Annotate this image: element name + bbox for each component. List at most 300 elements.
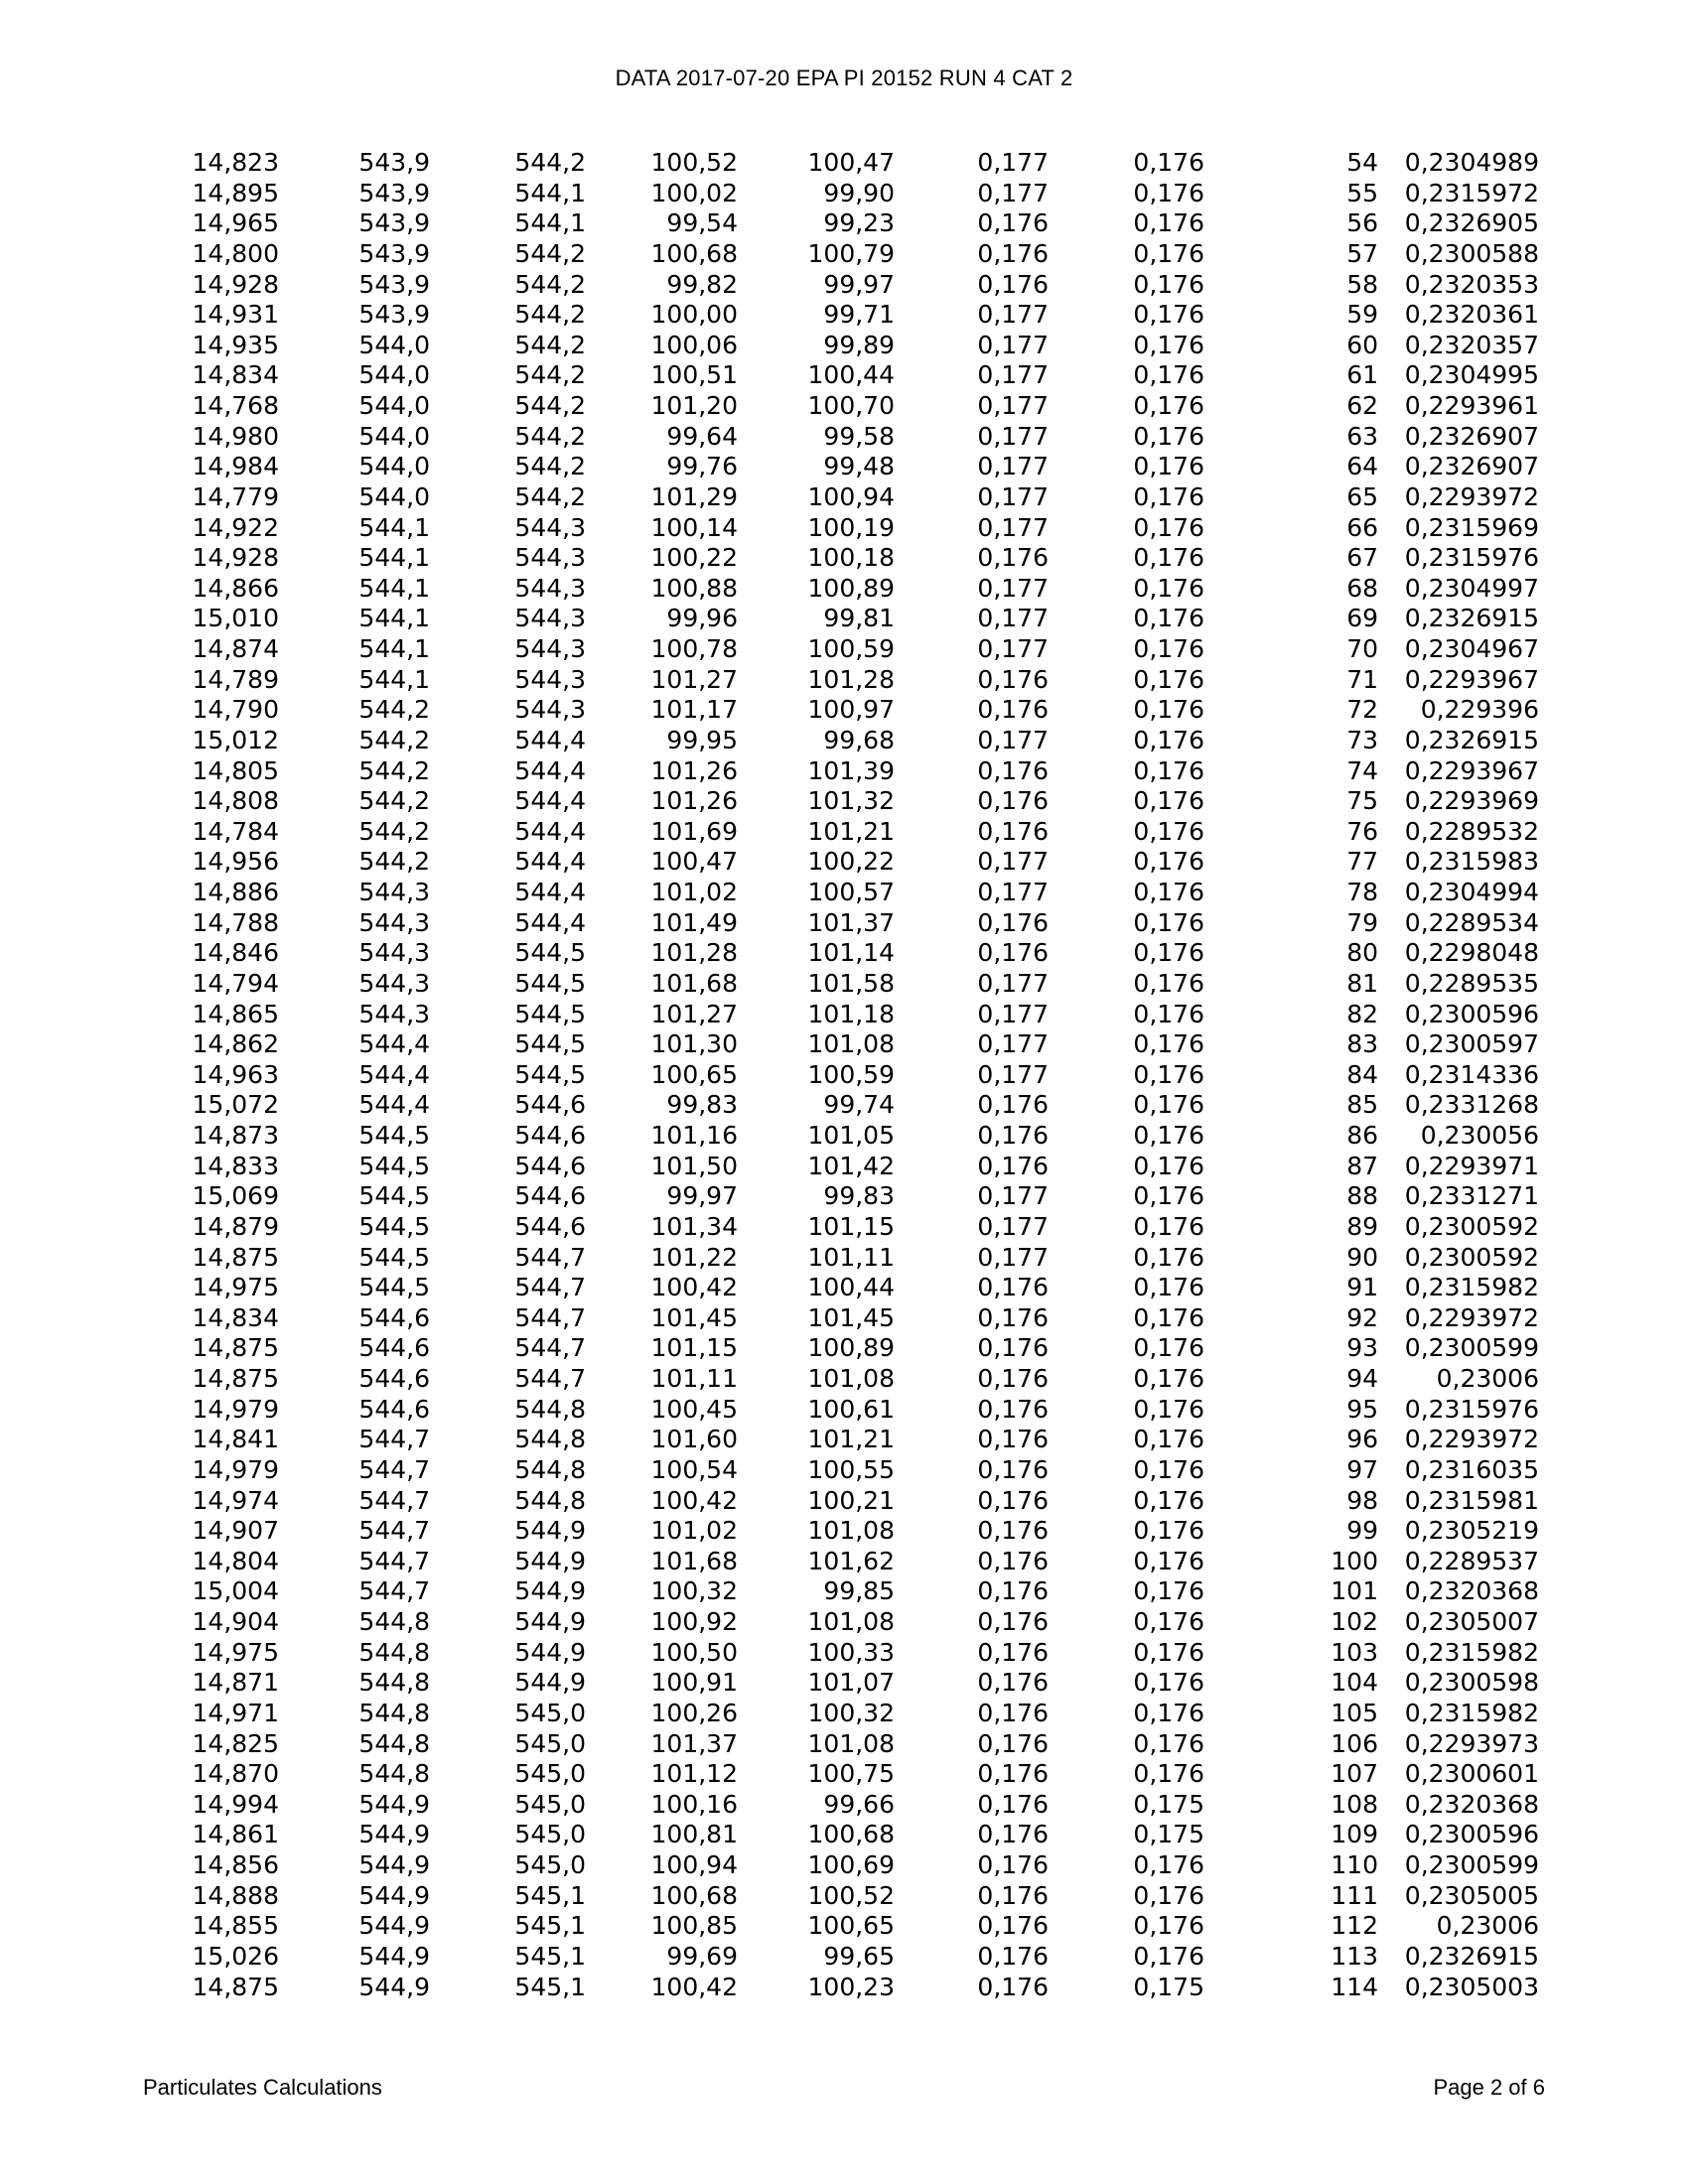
table-cell: 109 — [1331, 1820, 1378, 1849]
table-cell: 0,2320353 — [1404, 269, 1539, 299]
table-cell: 63 — [1346, 421, 1378, 451]
table-cell: 544,5 — [358, 1211, 430, 1241]
table-cell: 0,176 — [977, 1576, 1049, 1606]
table-cell: 100,89 — [807, 1333, 895, 1363]
table-cell: 0,176 — [977, 938, 1049, 968]
table-cell: 544,3 — [514, 543, 586, 573]
table-cell: 111 — [1331, 1880, 1378, 1910]
table-cell: 14,862 — [192, 1029, 279, 1059]
table-cell: 14,808 — [192, 786, 279, 816]
table-cell: 0,176 — [977, 1090, 1049, 1120]
table-cell: 0,176 — [1133, 481, 1204, 511]
table-cell: 544,4 — [358, 1090, 430, 1120]
table-cell: 0,176 — [977, 1425, 1049, 1454]
table-cell: 14,874 — [192, 634, 279, 663]
table-cell: 0,177 — [977, 999, 1049, 1028]
table-cell: 0,176 — [1133, 1181, 1204, 1211]
table-cell: 0,176 — [1133, 1516, 1204, 1546]
table-cell: 14,895 — [192, 178, 279, 207]
table-cell: 0,2289532 — [1404, 816, 1539, 846]
table-cell: 544,8 — [358, 1698, 430, 1727]
table-cell: 0,2331268 — [1404, 1090, 1539, 1120]
table-cell: 14,794 — [192, 968, 279, 998]
table-row — [149, 270, 1539, 301]
table-cell: 0,176 — [1133, 695, 1204, 725]
table-cell: 99,68 — [823, 725, 895, 754]
table-cell: 85 — [1346, 1090, 1378, 1120]
table-cell: 0,2316035 — [1404, 1454, 1539, 1484]
table-cell: 14,980 — [192, 421, 279, 451]
table-cell: 544,4 — [514, 725, 586, 754]
table-cell: 99,58 — [823, 421, 895, 451]
table-cell: 14,825 — [192, 1728, 279, 1758]
table-cell: 100,61 — [807, 1394, 895, 1424]
table-cell: 95 — [1346, 1394, 1378, 1424]
table-row — [149, 1516, 1539, 1547]
table-cell: 544,2 — [514, 269, 586, 299]
table-cell: 0,176 — [1133, 512, 1204, 542]
table-cell: 101,29 — [650, 481, 738, 511]
table-row — [149, 208, 1539, 239]
table-cell: 544,6 — [358, 1364, 430, 1393]
table-cell: 0,176 — [1133, 1121, 1204, 1150]
table-cell: 545,0 — [514, 1759, 586, 1789]
table-cell: 0,23006 — [1436, 1911, 1539, 1941]
table-cell: 0,176 — [977, 1911, 1049, 1941]
table-cell: 100,54 — [650, 1454, 738, 1484]
table-cell: 14,979 — [192, 1454, 279, 1484]
table-cell: 0,176 — [1133, 1151, 1204, 1180]
table-row — [149, 239, 1539, 270]
table-cell: 14,789 — [192, 664, 279, 694]
table-cell: 0,176 — [1133, 907, 1204, 937]
table-cell: 544,9 — [358, 1911, 430, 1941]
table-row — [149, 726, 1539, 756]
table-cell: 15,004 — [192, 1576, 279, 1606]
table-cell: 545,0 — [514, 1850, 586, 1879]
table-cell: 14,971 — [192, 1698, 279, 1727]
table-cell: 0,2331271 — [1404, 1181, 1539, 1211]
table-cell: 0,176 — [1133, 1211, 1204, 1241]
table-cell: 101,42 — [807, 1151, 895, 1180]
table-cell: 60 — [1346, 330, 1378, 359]
table-cell: 101,62 — [807, 1546, 895, 1575]
table-cell: 544,6 — [514, 1151, 586, 1180]
table-cell: 0,2326905 — [1404, 208, 1539, 238]
table-cell: 14,865 — [192, 999, 279, 1028]
table-cell: 0,177 — [977, 1181, 1049, 1211]
table-cell: 0,177 — [977, 1242, 1049, 1272]
table-cell: 0,177 — [977, 634, 1049, 663]
table-row — [149, 1759, 1539, 1790]
table-cell: 82 — [1346, 999, 1378, 1028]
table-row — [149, 360, 1539, 391]
table-cell: 544,3 — [514, 634, 586, 663]
table-cell: 544,0 — [358, 330, 430, 359]
table-cell: 0,176 — [1133, 1394, 1204, 1424]
table-cell: 544,9 — [358, 1941, 430, 1971]
table-cell: 14,886 — [192, 878, 279, 906]
table-cell: 0,2304995 — [1404, 360, 1539, 390]
table-cell: 99,89 — [823, 330, 895, 359]
table-cell: 14,846 — [192, 938, 279, 968]
table-cell: 544,5 — [358, 1273, 430, 1302]
table-cell: 98 — [1346, 1485, 1378, 1515]
table-cell: 101,11 — [807, 1242, 895, 1272]
table-cell: 88 — [1346, 1181, 1378, 1211]
table-row — [149, 1820, 1539, 1850]
table-cell: 100,32 — [650, 1576, 738, 1606]
table-cell: 0,2300588 — [1404, 238, 1539, 268]
table-cell: 58 — [1346, 269, 1378, 299]
table-cell: 0,2315983 — [1404, 847, 1539, 877]
table-cell: 101,17 — [650, 695, 738, 725]
table-cell: 0,176 — [1133, 421, 1204, 451]
table-cell: 544,9 — [514, 1516, 586, 1546]
table-cell: 15,010 — [192, 604, 279, 633]
table-cell: 0,176 — [977, 1728, 1049, 1758]
table-row — [149, 695, 1539, 726]
table-cell: 544,0 — [358, 421, 430, 451]
table-cell: 0,177 — [977, 421, 1049, 451]
table-cell: 545,1 — [514, 1972, 586, 2001]
table-cell: 544,2 — [514, 148, 586, 177]
table-cell: 101,02 — [650, 878, 738, 906]
table-cell: 87 — [1346, 1151, 1378, 1180]
table-cell: 544,4 — [514, 786, 586, 816]
table-cell: 99,96 — [666, 604, 738, 633]
table-cell: 0,176 — [977, 1151, 1049, 1180]
table-cell: 15,026 — [192, 1941, 279, 1971]
table-cell: 544,1 — [358, 664, 430, 694]
table-cell: 0,176 — [1133, 999, 1204, 1028]
table-cell: 14,871 — [192, 1668, 279, 1698]
table-cell: 100,33 — [807, 1637, 895, 1667]
table-cell: 0,2315982 — [1404, 1637, 1539, 1667]
table-cell: 544,7 — [514, 1273, 586, 1302]
table-cell: 0,176 — [1133, 878, 1204, 906]
table-cell: 100,19 — [807, 512, 895, 542]
table-cell: 101,20 — [650, 391, 738, 420]
table-cell: 108 — [1331, 1789, 1378, 1819]
table-cell: 102 — [1331, 1607, 1378, 1636]
table-cell: 544,3 — [358, 907, 430, 937]
table-cell: 101,68 — [650, 1546, 738, 1575]
table-cell: 0,176 — [1133, 725, 1204, 754]
table-cell: 544,5 — [358, 1242, 430, 1272]
table-cell: 84 — [1346, 1059, 1378, 1089]
table-cell: 100,75 — [807, 1759, 895, 1789]
table-cell: 57 — [1346, 238, 1378, 268]
table-cell: 0,2304997 — [1404, 573, 1539, 603]
table-cell: 544,4 — [358, 1029, 430, 1059]
table-cell: 544,6 — [358, 1302, 430, 1332]
table-cell: 544,7 — [358, 1454, 430, 1484]
table-cell: 0,177 — [977, 481, 1049, 511]
table-cell: 0,175 — [1133, 1972, 1204, 2001]
table-cell: 0,176 — [977, 1485, 1049, 1515]
table-cell: 103 — [1331, 1637, 1378, 1667]
table-cell: 14,833 — [192, 1151, 279, 1180]
table-cell: 101,22 — [650, 1242, 738, 1272]
table-cell: 0,175 — [1133, 1820, 1204, 1849]
table-cell: 0,176 — [1133, 1485, 1204, 1515]
table-cell: 14,804 — [192, 1546, 279, 1575]
data-table — [149, 148, 1539, 2002]
table-cell: 0,177 — [977, 178, 1049, 207]
table-cell: 99,48 — [823, 452, 895, 481]
table-cell: 100,47 — [807, 148, 895, 177]
table-cell: 96 — [1346, 1425, 1378, 1454]
table-cell: 544,3 — [514, 664, 586, 694]
table-cell: 14,904 — [192, 1607, 279, 1636]
table-cell: 100,68 — [650, 1880, 738, 1910]
table-cell: 100,18 — [807, 543, 895, 573]
table-row — [149, 1181, 1539, 1212]
table-row — [149, 1333, 1539, 1364]
table-cell: 544,8 — [514, 1485, 586, 1515]
table-cell: 100,47 — [650, 847, 738, 877]
table-cell: 71 — [1346, 664, 1378, 694]
table-cell: 0,177 — [977, 391, 1049, 420]
table-row — [149, 1790, 1539, 1821]
table-cell: 14,875 — [192, 1242, 279, 1272]
table-cell: 14,975 — [192, 1273, 279, 1302]
table-cell: 545,0 — [514, 1698, 586, 1727]
table-row — [149, 1425, 1539, 1455]
table-cell: 0,2300599 — [1404, 1333, 1539, 1363]
table-cell: 0,176 — [1133, 634, 1204, 663]
table-cell: 99,97 — [823, 269, 895, 299]
table-cell: 544,0 — [358, 481, 430, 511]
table-row — [149, 452, 1539, 482]
table-cell: 100,97 — [807, 695, 895, 725]
table-cell: 0,176 — [977, 1364, 1049, 1393]
table-cell: 100,88 — [650, 573, 738, 603]
table-cell: 14,935 — [192, 330, 279, 359]
table-cell: 0,2315969 — [1404, 512, 1539, 542]
table-cell: 0,2314336 — [1404, 1059, 1539, 1089]
table-cell: 100,65 — [650, 1059, 738, 1089]
table-cell: 69 — [1346, 604, 1378, 633]
table-cell: 0,176 — [977, 1668, 1049, 1698]
table-cell: 99,97 — [666, 1181, 738, 1211]
table-cell: 78 — [1346, 878, 1378, 906]
table-cell: 72 — [1346, 695, 1378, 725]
table-cell: 100,00 — [650, 300, 738, 330]
table-cell: 0,177 — [977, 148, 1049, 177]
table-row — [149, 1486, 1539, 1517]
table-row — [149, 513, 1539, 544]
table-cell: 101,08 — [807, 1029, 895, 1059]
table-cell: 544,7 — [358, 1546, 430, 1575]
table-cell: 0,176 — [977, 664, 1049, 694]
table-cell: 543,9 — [358, 269, 430, 299]
table-cell: 100,59 — [807, 634, 895, 663]
table-cell: 0,2293971 — [1404, 1151, 1539, 1180]
table-cell: 65 — [1346, 481, 1378, 511]
table-cell: 544,9 — [514, 1576, 586, 1606]
table-cell: 544,1 — [358, 634, 430, 663]
table-cell: 100,44 — [807, 360, 895, 390]
table-cell: 0,176 — [1133, 1425, 1204, 1454]
table-cell: 0,177 — [977, 847, 1049, 877]
table-cell: 544,8 — [358, 1607, 430, 1636]
table-cell: 0,176 — [977, 1972, 1049, 2001]
table-cell: 0,177 — [977, 512, 1049, 542]
table-row — [149, 482, 1539, 513]
table-cell: 0,2293972 — [1404, 1425, 1539, 1454]
table-cell: 544,0 — [358, 452, 430, 481]
table-cell: 67 — [1346, 543, 1378, 573]
table-cell: 101,49 — [650, 907, 738, 937]
table-cell: 0,2315976 — [1404, 543, 1539, 573]
table-cell: 544,0 — [358, 360, 430, 390]
table-cell: 14,931 — [192, 300, 279, 330]
table-cell: 100,22 — [650, 543, 738, 573]
table-cell: 0,176 — [977, 1850, 1049, 1879]
table-cell: 544,7 — [358, 1425, 430, 1454]
table-cell: 100,65 — [807, 1911, 895, 1941]
table-cell: 15,069 — [192, 1181, 279, 1211]
table-cell: 0,176 — [1133, 1242, 1204, 1272]
table-cell: 0,2293967 — [1404, 664, 1539, 694]
table-cell: 14,873 — [192, 1121, 279, 1150]
table-cell: 101,27 — [650, 999, 738, 1028]
table-cell: 54 — [1346, 148, 1378, 177]
table-cell: 100,45 — [650, 1394, 738, 1424]
table-row — [149, 1090, 1539, 1121]
table-cell: 544,9 — [358, 1850, 430, 1879]
table-cell: 0,2300596 — [1404, 999, 1539, 1028]
table-cell: 112 — [1331, 1911, 1378, 1941]
table-cell: 14,784 — [192, 816, 279, 846]
table-cell: 99,76 — [666, 452, 738, 481]
table-cell: 14,779 — [192, 481, 279, 511]
table-cell: 74 — [1346, 755, 1378, 785]
table-cell: 0,2315976 — [1404, 1394, 1539, 1424]
table-cell: 14,965 — [192, 208, 279, 238]
table-cell: 0,176 — [977, 1516, 1049, 1546]
table-cell: 100,55 — [807, 1454, 895, 1484]
table-cell: 99,90 — [823, 178, 895, 207]
table-cell: 545,0 — [514, 1789, 586, 1819]
table-cell: 101,68 — [650, 968, 738, 998]
table-cell: 0,176 — [1133, 1911, 1204, 1941]
table-cell: 99,74 — [823, 1090, 895, 1120]
page-number: Page 2 of 6 — [1433, 2075, 1545, 2100]
table-cell: 544,2 — [358, 695, 430, 725]
table-cell: 544,8 — [358, 1637, 430, 1667]
table-cell: 100,42 — [650, 1485, 738, 1515]
table-cell: 0,176 — [1133, 1364, 1204, 1393]
table-cell: 0,176 — [1133, 1759, 1204, 1789]
table-cell: 0,177 — [977, 452, 1049, 481]
table-cell: 0,176 — [977, 1880, 1049, 1910]
table-row — [149, 148, 1539, 179]
table-cell: 544,7 — [514, 1364, 586, 1393]
table-cell: 544,9 — [358, 1789, 430, 1819]
table-cell: 0,176 — [1133, 816, 1204, 846]
table-row — [149, 1364, 1539, 1395]
table-cell: 0,177 — [977, 878, 1049, 906]
table-row — [149, 1638, 1539, 1669]
table-cell: 14,805 — [192, 755, 279, 785]
table-cell: 0,176 — [977, 1273, 1049, 1302]
table-cell: 101,50 — [650, 1151, 738, 1180]
table-cell: 544,7 — [514, 1302, 586, 1332]
table-cell: 0,2293972 — [1404, 1302, 1539, 1332]
table-cell: 105 — [1331, 1698, 1378, 1727]
table-cell: 101,16 — [650, 1121, 738, 1150]
table-cell: 544,2 — [514, 391, 586, 420]
table-cell: 0,176 — [1133, 238, 1204, 268]
table-cell: 56 — [1346, 208, 1378, 238]
table-cell: 545,1 — [514, 1941, 586, 1971]
table-cell: 545,0 — [514, 1728, 586, 1758]
table-cell: 544,3 — [358, 938, 430, 968]
table-cell: 543,9 — [358, 208, 430, 238]
table-cell: 0,2320357 — [1404, 330, 1539, 359]
table-cell: 14,870 — [192, 1759, 279, 1789]
table-cell: 544,5 — [514, 968, 586, 998]
table-cell: 0,176 — [1133, 1454, 1204, 1484]
table-cell: 544,4 — [514, 755, 586, 785]
table-cell: 100,42 — [650, 1273, 738, 1302]
table-cell: 100,52 — [807, 1880, 895, 1910]
table-cell: 0,176 — [1133, 1880, 1204, 1910]
table-cell: 101,45 — [807, 1302, 895, 1332]
table-cell: 101,26 — [650, 755, 738, 785]
table-cell: 100,21 — [807, 1485, 895, 1515]
table-cell: 97 — [1346, 1454, 1378, 1484]
table-body — [149, 148, 1539, 2002]
table-cell: 544,9 — [358, 1972, 430, 2001]
table-cell: 544,8 — [514, 1454, 586, 1484]
table-cell: 73 — [1346, 725, 1378, 754]
table-cell: 14,888 — [192, 1880, 279, 1910]
table-cell: 0,176 — [1133, 1850, 1204, 1879]
table-cell: 114 — [1331, 1972, 1378, 2001]
table-cell: 0,2305007 — [1404, 1607, 1539, 1636]
table-cell: 0,2326907 — [1404, 452, 1539, 481]
table-cell: 14,788 — [192, 907, 279, 937]
table-cell: 100,92 — [650, 1607, 738, 1636]
table-cell: 0,176 — [977, 1333, 1049, 1363]
table-cell: 544,2 — [514, 300, 586, 330]
table-cell: 101,11 — [650, 1364, 738, 1393]
table-cell: 0,2293972 — [1404, 481, 1539, 511]
table-cell: 0,2326907 — [1404, 421, 1539, 451]
table-cell: 544,1 — [358, 512, 430, 542]
table-row — [149, 391, 1539, 422]
table-cell: 544,6 — [514, 1181, 586, 1211]
table-cell: 544,2 — [514, 481, 586, 511]
table-cell: 100,32 — [807, 1698, 895, 1727]
table-cell: 99,66 — [823, 1789, 895, 1819]
table-row — [149, 574, 1539, 605]
table-cell: 0,2300592 — [1404, 1211, 1539, 1241]
table-cell: 15,072 — [192, 1090, 279, 1120]
table-cell: 100,57 — [807, 878, 895, 906]
table-row — [149, 817, 1539, 848]
table-cell: 544,1 — [358, 573, 430, 603]
table-cell: 91 — [1346, 1273, 1378, 1302]
table-cell: 0,2315982 — [1404, 1273, 1539, 1302]
table-row — [149, 1029, 1539, 1060]
table-cell: 100,14 — [650, 512, 738, 542]
table-cell: 0,230056 — [1420, 1121, 1539, 1150]
